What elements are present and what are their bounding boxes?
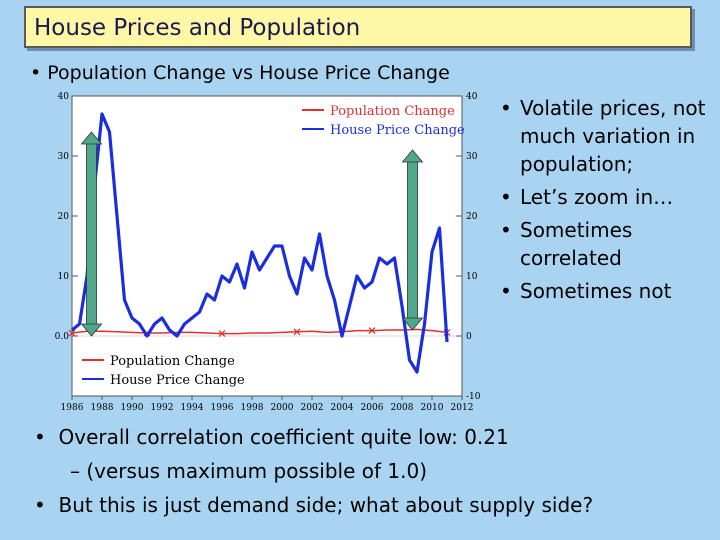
right-tick-label: -10 (466, 392, 481, 402)
right-bullet-text: Sometimes not (520, 279, 672, 303)
legend-bottom (76, 350, 245, 390)
left-tick-label: 40 (57, 92, 69, 102)
bullet-dot: • (500, 218, 512, 242)
right-tick-label: 40 (466, 92, 478, 102)
bottom-bullet-list (34, 420, 593, 522)
left-tick-label: 30 (57, 152, 69, 162)
x-tick-label: 1988 (90, 403, 114, 413)
right-tick-label: 20 (466, 212, 478, 222)
subheading-text: Population Change vs House Price Change (47, 62, 450, 84)
arrow-left-shaft (87, 142, 97, 326)
left-tick-label: 20 (57, 212, 69, 222)
bullet-dot: • (500, 96, 512, 120)
bullet-dot: • (30, 62, 42, 84)
right-tick-label: 30 (466, 152, 478, 162)
right-bullet-text: Sometimes correlated (520, 218, 633, 270)
bottom-bullet-text: Overall correlation coefficient quite low: 0.21 (58, 425, 509, 449)
right-tick-label: 10 (466, 272, 478, 282)
x-tick-label: 2004 (330, 403, 354, 413)
right-bullet-list (490, 94, 715, 310)
arrow-right-shaft (408, 160, 418, 320)
x-tick-label: 1990 (120, 403, 144, 413)
bottom-bullet-item (34, 488, 593, 522)
legend-bottom-population-label: Population Change (110, 354, 235, 369)
legend-top (294, 100, 465, 140)
x-tick-label: 2000 (270, 403, 294, 413)
x-tick-label: 2010 (420, 403, 444, 413)
bullet-dot: • (500, 279, 512, 303)
x-tick-label: 1994 (180, 403, 204, 413)
left-tick-label: 10 (57, 272, 69, 282)
x-tick-label: 2002 (300, 403, 324, 413)
slide-title-text: House Prices and Population (34, 15, 361, 41)
x-tick-label: 1996 (210, 403, 234, 413)
bottom-sub-bullet-item (34, 454, 593, 488)
bottom-bullet-item (34, 420, 593, 454)
x-tick-label: 2008 (390, 403, 414, 413)
x-tick-label: 2012 (450, 403, 474, 413)
chart (44, 86, 481, 416)
bullet-dot: • (34, 425, 46, 449)
left-tick-label: 0.0 (54, 332, 69, 342)
right-bullet-item (490, 183, 715, 211)
legend-bottom-house-label: House Price Change (110, 373, 245, 388)
slide-title (24, 6, 692, 48)
subheading-bullet (30, 62, 450, 84)
right-bullet-item (490, 216, 715, 272)
x-tick-label: 1986 (60, 403, 84, 413)
legend-house-label: House Price Change (330, 123, 465, 138)
x-tick-label: 1992 (150, 403, 174, 413)
x-tick-label: 1998 (240, 403, 264, 413)
bullet-dot: • (34, 493, 46, 517)
bullet-dot: • (500, 185, 512, 209)
x-tick-label: 2006 (360, 403, 384, 413)
legend-population-label: Population Change (330, 104, 455, 119)
bottom-sub-bullet-text: – (versus maximum possible of 1.0) (70, 459, 428, 483)
right-tick-label: 0 (466, 332, 472, 342)
right-bullet-text: Volatile prices, not much variation in population; (520, 96, 706, 176)
right-bullet-text: Let’s zoom in… (520, 185, 674, 209)
bottom-bullet-text: But this is just demand side; what about supply side? (58, 493, 594, 517)
right-bullet-item (490, 277, 715, 305)
right-bullet-item (490, 94, 715, 178)
